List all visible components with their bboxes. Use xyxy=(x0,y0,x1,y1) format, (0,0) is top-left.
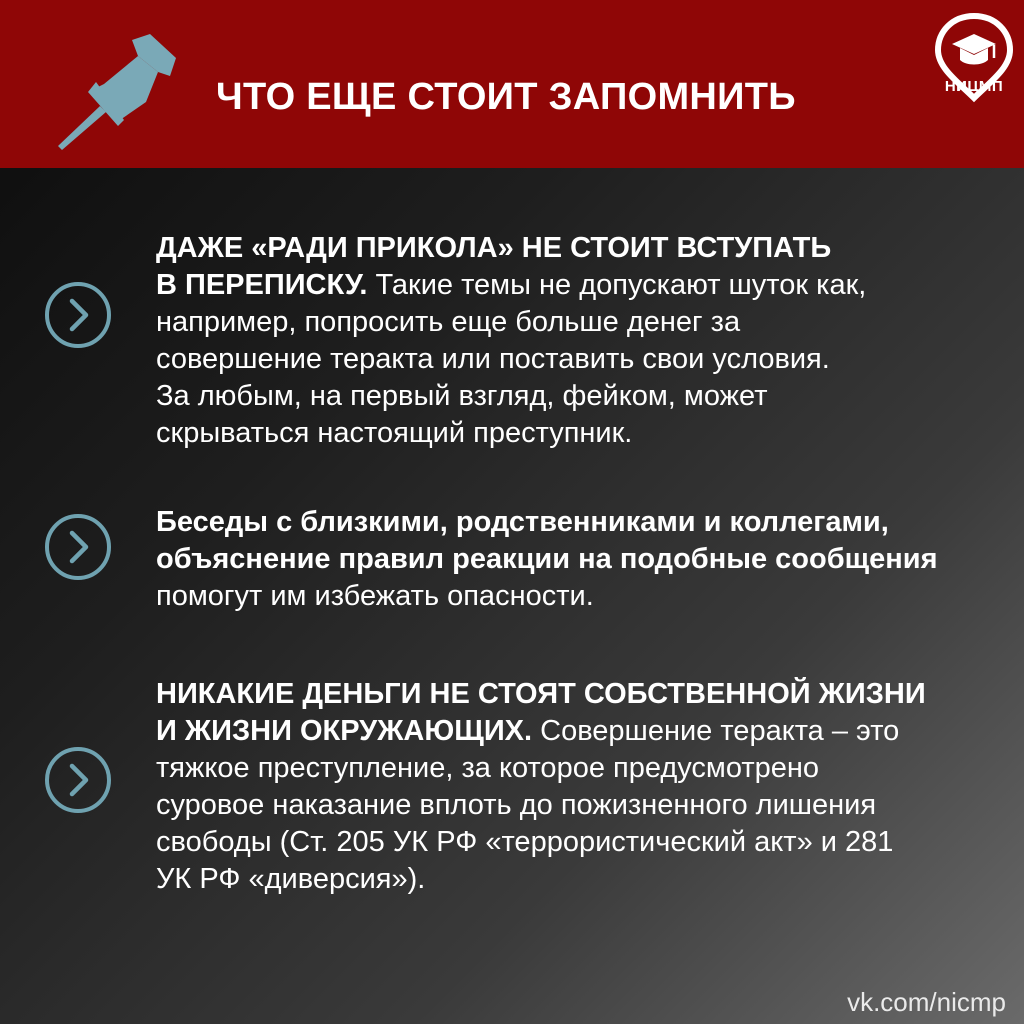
item-text: тяжкое преступление, за которое предусмотрено xyxy=(156,752,820,784)
item-text: свободы (Ст. 205 УК РФ «террористический акт» и 281 xyxy=(156,826,894,858)
pushpin-icon xyxy=(54,32,186,154)
footer-url[interactable]: vk.com/nicmp xyxy=(847,987,1006,1017)
item-bold-line: В ПЕРЕПИСКУ. xyxy=(156,269,368,301)
list-item xyxy=(156,504,976,615)
page-title: ЧТО ЕЩЕ СТОИТ ЗАПОМНИТЬ xyxy=(216,76,796,118)
item-text: За любым, на первый взгляд, фейком, может xyxy=(156,380,768,412)
item-text: УК РФ «диверсия»). xyxy=(156,863,426,895)
item-bold-line: Беседы с близкими, родственниками и коллегами, xyxy=(156,506,889,538)
chevron-right-icon xyxy=(43,280,113,350)
chevron-right-icon xyxy=(43,512,113,582)
item-text: например, попросить еще больше денег за xyxy=(156,306,741,338)
item-text: Такие темы не допускают шуток как, xyxy=(367,269,867,301)
list-item xyxy=(156,230,976,452)
item-bold-line: И ЖИЗНИ ОКРУЖАЮЩИХ. xyxy=(156,715,533,747)
chevron-right-icon xyxy=(43,745,113,815)
item-text: Совершение теракта – это xyxy=(532,715,900,747)
item-bold-line: объяснение правил реакции на подобные сообщения xyxy=(156,543,938,575)
graduation-cap-pin-icon xyxy=(934,12,1014,110)
list-item xyxy=(156,676,976,898)
header-banner xyxy=(0,0,1024,168)
logo-text: НИЦМП xyxy=(944,78,1004,95)
item-text: помогут им избежать опасности. xyxy=(156,580,594,612)
item-bold-line: ДАЖЕ «РАДИ ПРИКОЛА» НЕ СТОИТ ВСТУПАТЬ xyxy=(156,232,832,264)
item-text: суровое наказание вплоть до пожизненного лишения xyxy=(156,789,877,821)
item-text: совершение теракта или поставить свои условия. xyxy=(156,343,830,375)
item-bold-line: НИКАКИЕ ДЕНЬГИ НЕ СТОЯТ СОБСТВЕННОЙ ЖИЗНИ xyxy=(156,678,926,710)
item-text: скрываться настоящий преступник. xyxy=(156,417,633,449)
